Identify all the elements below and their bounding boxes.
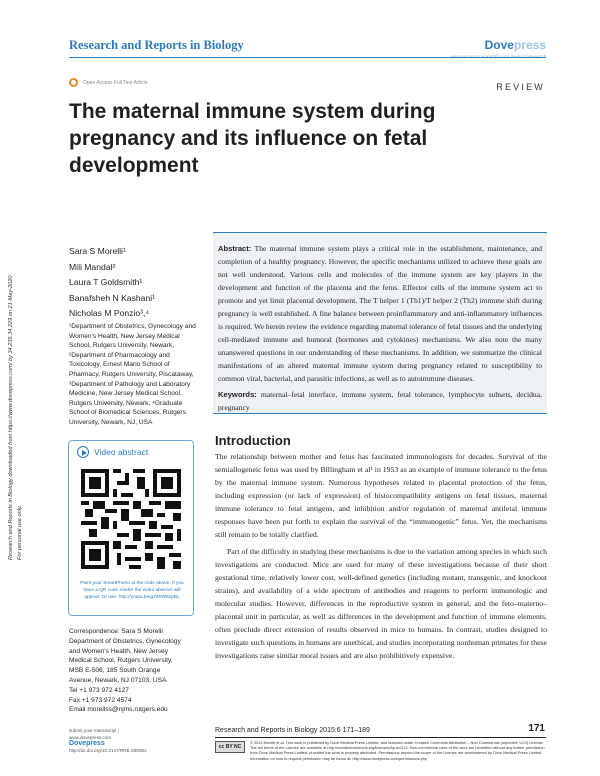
- author: Nicholas M Ponzio³,⁴: [69, 308, 150, 318]
- play-icon[interactable]: [77, 446, 89, 458]
- video-abstract-label[interactable]: Video abstract: [94, 447, 149, 457]
- submit-url[interactable]: www.dovepress.com: [69, 734, 112, 740]
- author: Banafsheh N Kashani¹: [69, 292, 155, 303]
- license-text: © 2015 Morelli et al. This work is published by Dove Medical Press Limited, and licensed under Creative Commons Attribution – Non Commercial (unported, v3.0) License. The full terms of the License are available at http://creativecommons.org/licenses/by-nc/3.0/. Non-commercial uses of the work are permitted without any further permission from Dove Medical Press Limited, provided the work is properly attributed. Permissions beyond the scope of the License are administered by Dove Medical Press Limited. Information on how to request permission may be found at: http://www.dovepress.com/permissions.php: [250, 740, 545, 761]
- watermark-line-1: Research and Reports in Biology downloaded from https://www.dovepress.com/ by 34.235.34.229 on 21-May-2020: [8, 275, 14, 560]
- correspondence-line: Fax +1 973 972 4574: [69, 696, 132, 704]
- creative-commons-icon[interactable]: cc BY NC: [215, 741, 245, 753]
- keywords-text: maternal–fetal interface, immune system, fetal tolerance, lymphocyte subsets, decidua, pregnancy: [218, 390, 542, 412]
- download-watermark: [7, 140, 37, 560]
- body-paragraph: The relationship between mother and fetus has fascinated immunologists for decades. Survival of the semiallogeneic fetus was used by Billingham et al¹ in 1953 as an example of immune tolerance to the fetus by the maternal immune system. Numerous hypotheses related to placental protection of the fetus, including expression (or lack of expression) of histocompatibility antigens on fetal tissues, maternal immune tolerance to fetal antigens, and inhibition and/or regulation of maternal antifetal immune responses have been put forth to explain the survival of the “immunogenic” fetus. Yet, the mechanisms still remain to be totally clarified.: [215, 452, 547, 539]
- open-access-icon: [69, 78, 78, 87]
- doi-link[interactable]: http://dx.doi.org/10.2147/RRB.S80652: [69, 747, 147, 753]
- watermark-line-2: For personal use only.: [17, 505, 23, 560]
- page-number: 171: [528, 723, 545, 734]
- author-list: [69, 244, 155, 322]
- keywords-label: Keywords:: [218, 390, 257, 399]
- submit-line: submit your manuscript |: [69, 728, 119, 733]
- abstract-paragraph: [218, 242, 542, 385]
- keywords-paragraph: [218, 388, 542, 414]
- correspondence-line: and Women's Health, New Jersey: [69, 647, 168, 655]
- affiliations: ¹Department of Obstetrics, Gynecology and Women's Health, New Jersey Medical School, Rutgers University, Newark, ²Department of Pharmacology and Toxicology, Ernest Mario School of Pharmacy, Rutgers University, Piscataway, ³Department of Pathology and Laboratory Medicine, New Jersey Medical School, Rutgers University, Newark, ⁴Graduate School of Biomedical Sciences, Rutgers University, Newark, NJ, USA: [69, 323, 196, 426]
- body-paragraph: Part of the difficulty in studying these mechanisms is due to the variation among species in which such investigations are conducted. Mice are used for many of these investigations because of their short gestational time, relatively lower cost, well-defined genetics (including mutant, transgenic, and knockout strains), and availability of a wide spectrum of antibodies and reagents to perform immunologic and molecular studies. However, differences in the reproductive system in general, and the feto–materno–placental unit in particular, as well as differences in the development and function of immune elements, often preclude direct extension of results observed in mice to humans. In contrast, studies designed to investigate such questions in humans are unethical, and studies incorporating nonhuman primates for these investigations raise similar moral issues and are also prohibitively expensive.: [215, 547, 547, 660]
- abstract-box: [213, 232, 547, 414]
- publisher-name-b: press: [513, 38, 546, 52]
- publisher-name-a: Dove: [484, 38, 514, 52]
- correspondence-block: [69, 627, 205, 715]
- correspondence-line: Tel +1 973 972 4127: [69, 686, 129, 694]
- footer-submit-block[interactable]: [69, 728, 147, 754]
- open-access-label: Open Access Full Text Article: [83, 79, 148, 86]
- open-access-row: [69, 78, 147, 87]
- article-type: REVIEW: [496, 82, 545, 92]
- video-abstract-box[interactable]: [68, 440, 194, 616]
- abstract-text: The maternal immune system plays a critical role in the establishment, maintenance, and completion of a healthy pregnancy. However, the specific mechanisms utilized to achieve these goals are not well understood. Various cells and molecules of the immune system are key players in the development and function of the placenta and the fetus. Effector cells of the immune system act to promote and yet limit placental development. The T helper 1 (Th1)/T helper 2 (Th2) immune shift during pregnancy is well established. A fine balance between proinflammatory and anti-inflammatory influences is required. We herein review the evidence regarding maternal tolerance of fetal tissues and the underlying cell-mediated immune and humoral (hormones and cytokines) mechanisms. We also note the many unanswered questions in our understanding of these mechanisms. In addition, we summarize the clinical manifestations of an altered maternal immune system during pregnancy related to susceptibility to common viral, bacterial, and parasitic infections, as well as to autoimmune diseases.: [218, 244, 542, 383]
- author: Laura T Goldsmith¹: [69, 277, 143, 287]
- introduction-body: [215, 450, 547, 666]
- correspondence-email[interactable]: Email morellss@njms.rutgers.edu: [69, 706, 168, 714]
- footer-divider: [215, 737, 546, 738]
- introduction-heading: Introduction: [215, 433, 291, 448]
- correspondence-line: Medical School, Rutgers University,: [69, 657, 173, 665]
- author: Sara S Morelli¹: [69, 246, 126, 256]
- correspondence-line: MSB E-506, 185 South Orange: [69, 667, 161, 675]
- author: Mili Mandal²: [69, 261, 116, 272]
- footer-brand: Dovepress: [69, 740, 105, 747]
- footer-citation: Research and Reports in Biology 2015:6 171–189: [215, 727, 370, 734]
- video-abstract-note[interactable]: Point your SmartPhone at the code above. If you have a QR code reader the video abstract will appear. Or use: http://youtu.be/gJWrW6zpBL: [80, 581, 184, 600]
- abstract-label: Abstract:: [218, 244, 252, 253]
- correspondence-line: Avenue, Newark, NJ 07103, USA: [69, 676, 167, 684]
- qr-code[interactable]: [81, 469, 181, 569]
- article-title: The maternal immune system during pregnancy and its influence on fetal development: [69, 100, 436, 177]
- header-divider: [69, 57, 546, 58]
- correspondence-line: Correspondence: Sara S Morelli: [69, 628, 163, 635]
- correspondence-line: Department of Obstetrics, Gynecology: [69, 637, 181, 645]
- journal-name: Research and Reports in Biology: [69, 38, 244, 52]
